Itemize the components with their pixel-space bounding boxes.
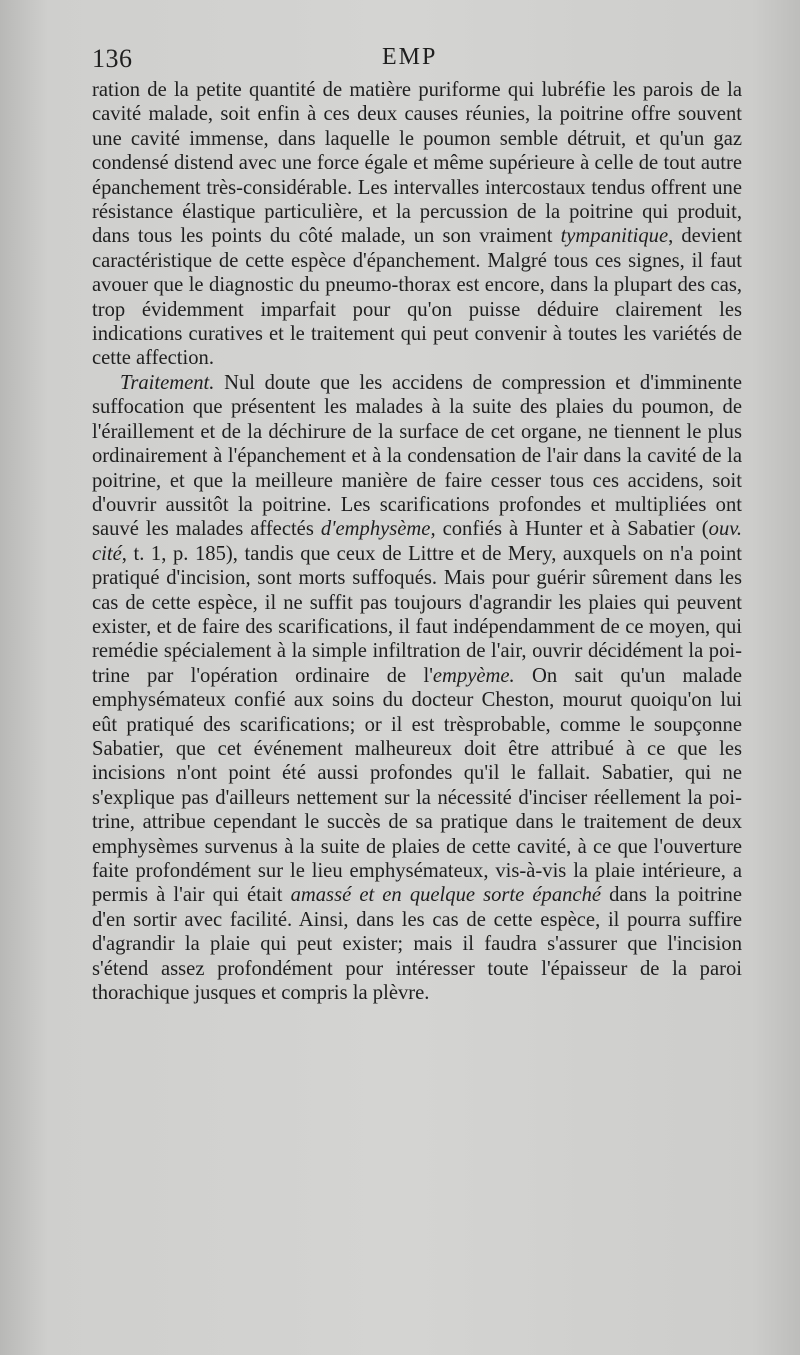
citation: ouv. cité — [92, 518, 742, 565]
italic-term: tympanitique — [560, 225, 669, 248]
paragraph-continuation — [92, 78, 742, 371]
italic-term: empyème. — [432, 664, 515, 687]
body-text — [92, 78, 742, 1005]
page-number: 136 — [92, 44, 133, 73]
italic-term: d'emphysème, — [320, 518, 436, 541]
text-run: On sait qu'un malade emphysémateux confié aux soins du docteur Cheston, mourut quoiqu'on lui eût pratiqué des scarifications; or il est trèsprobable, comme le soupçonne Sabatier, que cet événement malheureux doit être attribué à ce que les incisions n'ont point été aussi profondes qu'il le fallait. Sabatier, qui ne s'explique pas d'ailleurs nettement sur la nécessité d'inciser réellement la poitrine, attribue cependant le succès de sa pratique dans le traitement de deux emphysèmes survenus à la suite de plaies de cette cavité, à ce que l'ouverture faite profondément sur le lieu emphysémateux, vis-à-vis la plaie intérieure, a permis à l'air qui était — [92, 664, 742, 907]
page-header — [92, 44, 742, 80]
paragraph-treatment — [92, 371, 742, 1006]
text-run: ration de la petite quantité de matière puriforme qui lubréfie les parois de la cavité malade, soit enfin à ces deux causes réunies, la poitrine offre souvent une cavité immense, dans laquelle le poumon semble détruit, et qu'un gaz condensé distend avec une force égale et même supérieure à celle de tout autre épanchement très-considérable. Les intervalles intercostaux tendus offrent une résistance élastique particulière, et la percussion de la poitrine qui produit, dans tous les points du côté malade, un son vraiment — [92, 79, 742, 248]
text-run: dans la poitrine d'en sortir avec facilité. Ainsi, dans les cas de cette espèce, il pourra suffire d'agrandir la plaie qui peut exister; mais il faudra s'assurer que l'incision s'étend assez profondément pour intéresser toute l'épaisseur de la paroi thorachique jusques et compris la plèvre. — [92, 884, 742, 1005]
text-run: Nul doute que les accidens de compression et d'imminente suffocation que présentent les malades à la suite des plaies du poumon, de l'éraillement et de la déchirure de la surface de cet organe, ne tiennent le plus ordinairement à l'épanchement et à la condensation de l'air dans la cavité de la poitrine, et que la meilleure manière de faire cesser tous ces accidens, soit d'ouvrir aussitôt la poitrine. Les scarifications profondes et multipliées ont sauvé les malades affectés — [92, 371, 742, 541]
text-run: , devient caractéristique de cette espèce d'épanchement. Malgré tous ces signes, il faut avouer que le diagnostic du pneumo-thorax est encore, dans la plupart des cas, trop évidemment imparfait pour qu'on puisse déduire clairement les indications curatives et le traitement qui peut convenir à toutes les variétés de cette affection. — [92, 225, 742, 370]
text-run: , t. 1, p. 185), tandis que ceux de Littre et de Mery, auxquels on n'a point pratiqué d'incision, sont morts suffoqués. Mais pour guérir sûrement dans les cas de cette espèce, il ne suffit pas toujours d'agrandir les plaies qui peuvent exister, et de faire des scarifications, il faut indépendamment de ce moyen, qui remédie spécialement à la simple infiltration de l'air, ouvrir décidément la poitrine par l'opération ordinaire de l' — [92, 542, 742, 687]
text-run: confiés à Hunter et à Sabatier ( — [435, 518, 709, 541]
running-head: EMP — [382, 44, 438, 70]
italic-phrase: amassé et en quelque sorte épanché — [290, 884, 602, 907]
section-heading-inline: Traitement. — [120, 371, 215, 394]
